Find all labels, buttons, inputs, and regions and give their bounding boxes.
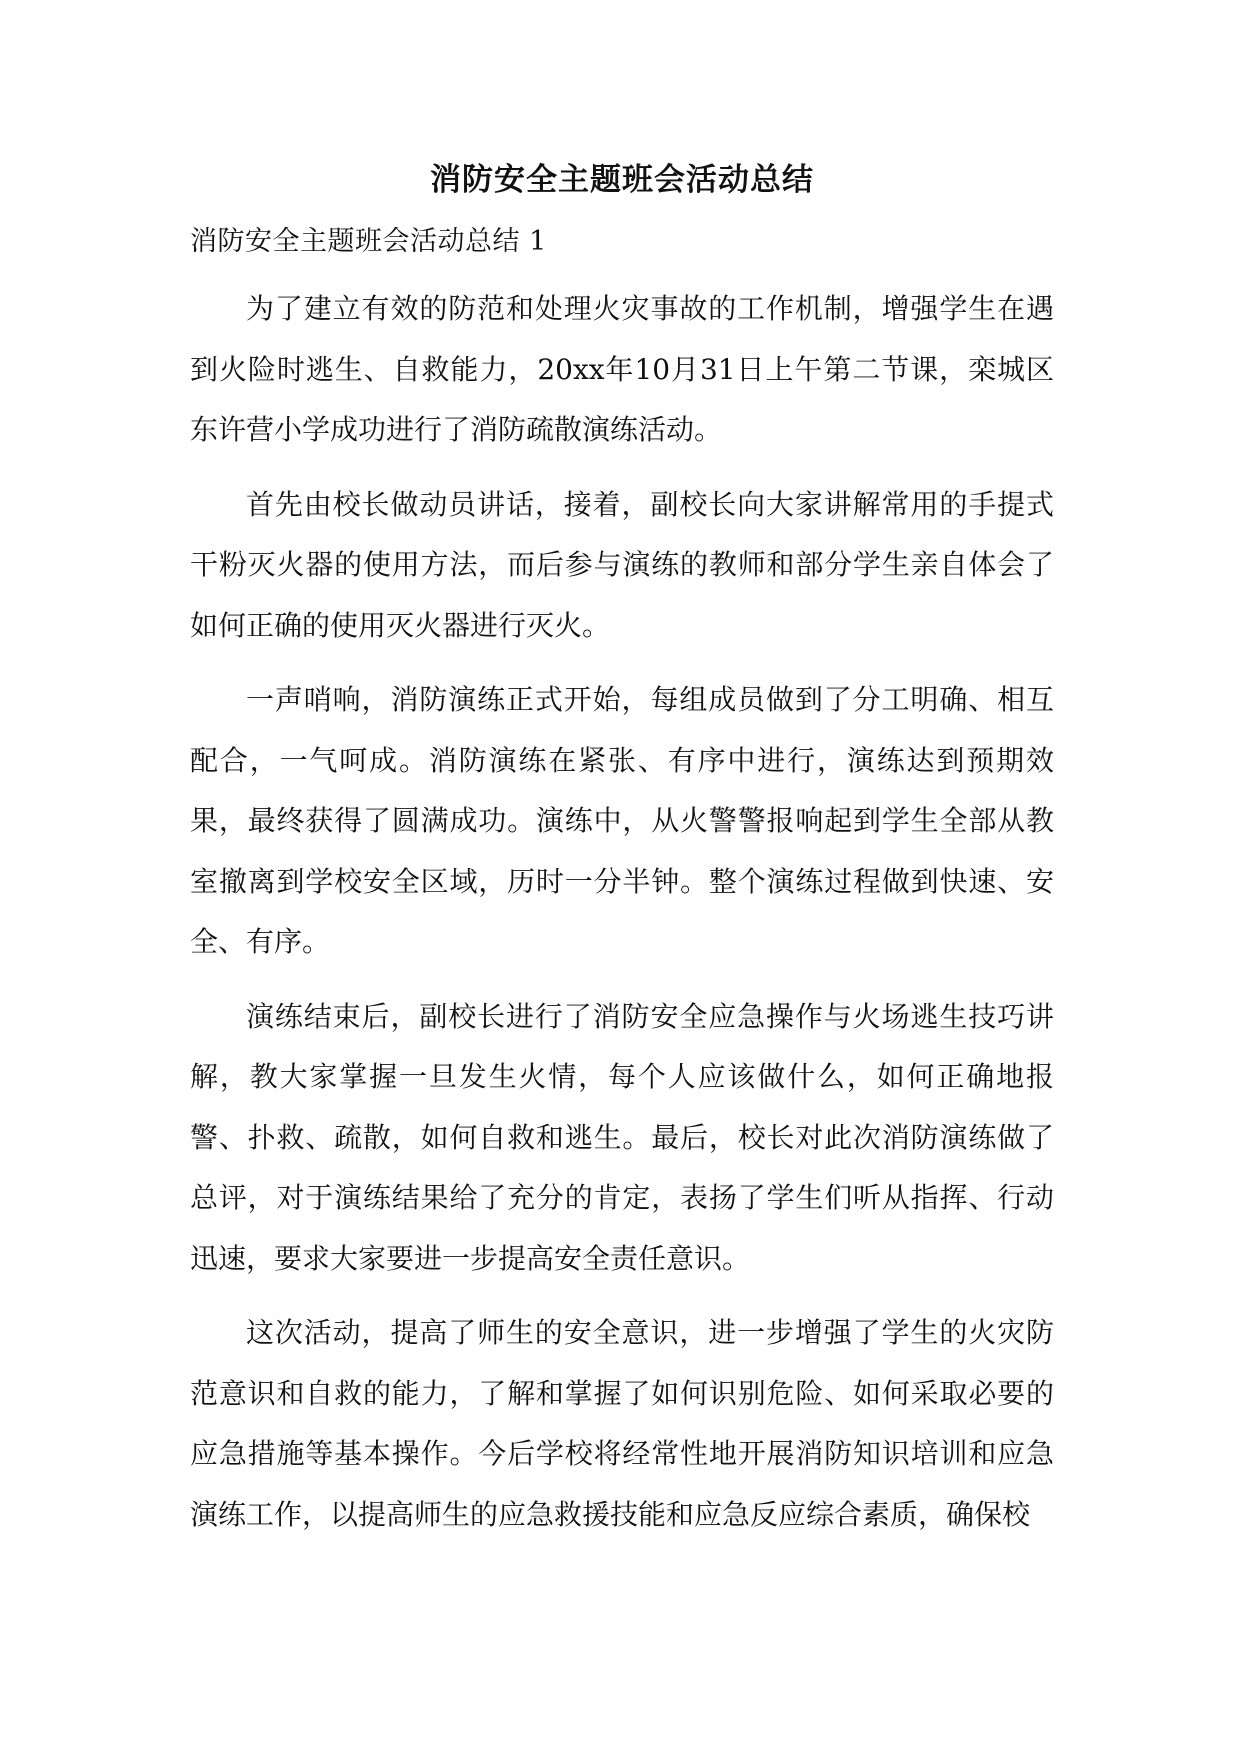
paragraph-2: 首先由校长做动员讲话，接着，副校长向大家讲解常用的手提式干粉灭火器的使用方法，而后参与演练的教师和部分学生亲自体会了如何正确的使用灭火器进行灭火。 xyxy=(190,487,1054,642)
document-body xyxy=(190,155,1054,1545)
paragraph-5: 这次活动，提高了师生的安全意识，进一步增强了学生的火灾防范意识和自救的能力，了解和掌握了如何识别危险、如何采取必要的应急措施等基本操作。今后学校将经常性地开展消防知识培训和应急演练工作，以提高师生的应急救援技能和应急反应综合素质，确保校 xyxy=(190,1316,1054,1531)
paragraph-4: 演练结束后，副校长进行了消防安全应急操作与火场逃生技巧讲解，教大家掌握一旦发生火情，每个人应该做什么，如何正确地报警、扑救、疏散，如何自救和逃生。最后，校长对此次消防演练做了总评，对于演练结果给了充分的肯定，表扬了学生们听从指挥、行动迅速，要求大家要进一步提高安全责任意识。 xyxy=(190,999,1054,1275)
paragraph-3: 一声哨响，消防演练正式开始，每组成员做到了分工明确、相互配合，一气呵成。消防演练在紧张、有序中进行，演练达到预期效果，最终获得了圆满成功。演练中，从火警警报响起到学生全部从教室撤离到学校安全区域，历时一分半钟。整个演练过程做到快速、安全、有序。 xyxy=(190,683,1054,958)
paragraph-1: 为了建立有效的防范和处理火灾事故的工作机制，增强学生在遇到火险时逃生、自救能力，20xx年10月31日上午第二节课，栾城区东许营小学成功进行了消防疏散演练活动。 xyxy=(190,292,1054,446)
section-heading: 消防安全主题班会活动总结 1 xyxy=(190,226,547,257)
document-title: 消防安全主题班会活动总结 xyxy=(430,162,814,198)
